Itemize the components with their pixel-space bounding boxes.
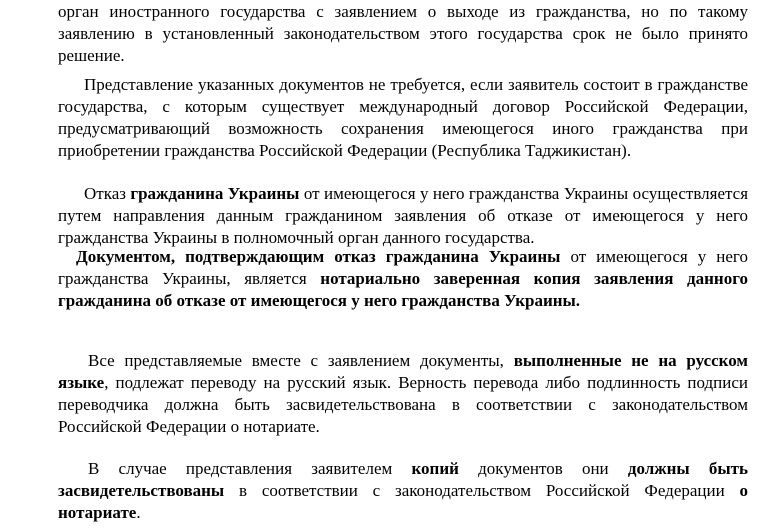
paragraph-copies-certification [58, 458, 748, 524]
bold-text: выполненные не на русском языке [58, 351, 748, 392]
bold-text: копий [411, 459, 459, 478]
paragraph-text: Все представляемые вместе с заявлением документы, [88, 351, 514, 370]
paragraph-text: документов они [458, 459, 628, 478]
paragraph-text: Представление указанных документов не требуется, если заявитель состоит в гражданстве государства, с которым существует международный договор Российской Федерации, предусматривающий возможность сохранения имеющегося иного гражданства при приобретении гражданства Российской Федерации (Республика Таджикистан). [58, 75, 748, 160]
paragraph-text: Отказ [84, 184, 131, 203]
paragraph-text: орган иностранного государства с заявлением о выходе из гражданства, но по такому заявлению в установленный законодательством этого государства срок не было принято решение. [58, 2, 748, 65]
paragraph-text: в соответствии с законодательством Российской Федерации [224, 481, 740, 500]
paragraph-text: . [136, 503, 141, 522]
bold-text: нотариально заверенная копия заявления данного гражданина об отказе от имеющегося у него гражданства Украины. [58, 269, 748, 310]
paragraph-exit-citizenship-application [58, 1, 748, 67]
bold-text: Документом, подтверждающим отказ гражданина Украины [76, 247, 561, 266]
bold-text: должны быть засвидетельствованы [58, 459, 748, 500]
bold-text: гражданина Украины [130, 184, 300, 203]
paragraph-documents-not-required [58, 74, 748, 162]
paragraph-ukraine-renunciation [58, 183, 748, 249]
paragraph-text: В случае представления заявителем [88, 459, 412, 478]
paragraph-text: , подлежат переводу на русский язык. Верность перевода либо подлинность подписи переводчика должна быть засвидетельствована в соответствии с законодательством Российской Федерации о нотариате. [58, 373, 748, 436]
paragraph-text: от имеющегося у него гражданства Украины осуществляется путем направления данным гражданином заявления об отказе от имеющегося у него гражданства Украины в полномочный орган данного государства. [58, 184, 749, 247]
paragraph-text: от имеющегося у него гражданства Украины, является [58, 247, 748, 288]
paragraph-ukraine-proof-document [58, 246, 748, 312]
paragraph-translation-requirement [58, 350, 748, 438]
bold-text: о нотариате [58, 481, 748, 522]
